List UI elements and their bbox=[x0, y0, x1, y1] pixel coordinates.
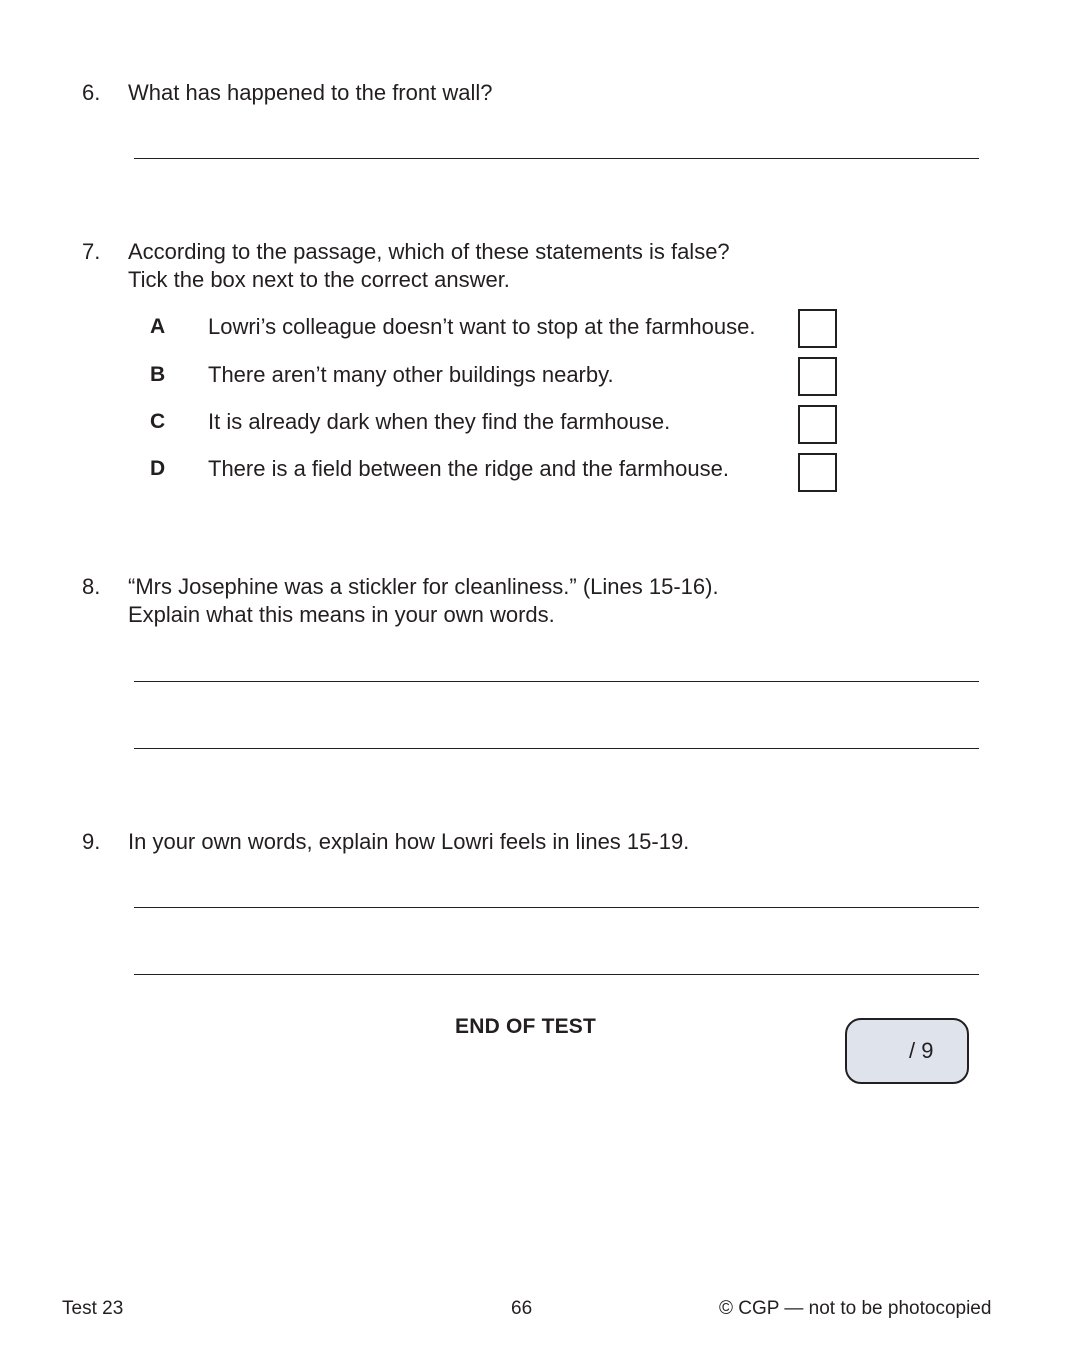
option-a-tickbox[interactable] bbox=[798, 309, 837, 348]
question-6-number: 6. bbox=[82, 80, 101, 105]
question-7-text: According to the passage, which of these statements is false? bbox=[128, 239, 730, 264]
question-8-text: “Mrs Josephine was a stickler for cleanliness.” (Lines 15-16). bbox=[128, 574, 719, 599]
answer-line-q6[interactable] bbox=[134, 158, 979, 159]
option-b-tickbox[interactable] bbox=[798, 357, 837, 396]
option-b-letter: B bbox=[150, 363, 166, 386]
question-9-text: In your own words, explain how Lowri feels in lines 15-19. bbox=[128, 829, 690, 854]
question-9-number: 9. bbox=[82, 829, 101, 854]
option-c-letter: C bbox=[150, 410, 166, 433]
end-of-test-label: END OF TEST bbox=[455, 1015, 597, 1038]
footer-page-number: 66 bbox=[511, 1298, 533, 1319]
option-a-text: Lowri’s colleague doesn’t want to stop at the farmhouse. bbox=[208, 314, 756, 339]
option-d-letter: D bbox=[150, 457, 166, 480]
question-7-instruction: Tick the box next to the correct answer. bbox=[128, 267, 510, 292]
option-d-text: There is a field between the ridge and the farmhouse. bbox=[208, 456, 729, 481]
option-c-tickbox[interactable] bbox=[798, 405, 837, 444]
option-d-tickbox[interactable] bbox=[798, 453, 837, 492]
question-7-number: 7. bbox=[82, 239, 101, 264]
question-8-instruction: Explain what this means in your own words. bbox=[128, 602, 555, 627]
answer-line-q8-1[interactable] bbox=[134, 681, 979, 682]
footer-test-number: Test 23 bbox=[62, 1298, 124, 1319]
answer-line-q9-1[interactable] bbox=[134, 907, 979, 908]
question-6-text: What has happened to the front wall? bbox=[128, 80, 493, 105]
option-a-letter: A bbox=[150, 315, 166, 338]
option-c-text: It is already dark when they find the farmhouse. bbox=[208, 409, 671, 434]
answer-line-q8-2[interactable] bbox=[134, 748, 979, 749]
question-8-number: 8. bbox=[82, 574, 101, 599]
option-b-text: There aren’t many other buildings nearby. bbox=[208, 362, 614, 387]
footer-copyright: © CGP — not to be photocopied bbox=[719, 1298, 992, 1319]
score-label: / 9 bbox=[909, 1038, 934, 1063]
score-box[interactable] bbox=[845, 1018, 969, 1084]
answer-line-q9-2[interactable] bbox=[134, 974, 979, 975]
